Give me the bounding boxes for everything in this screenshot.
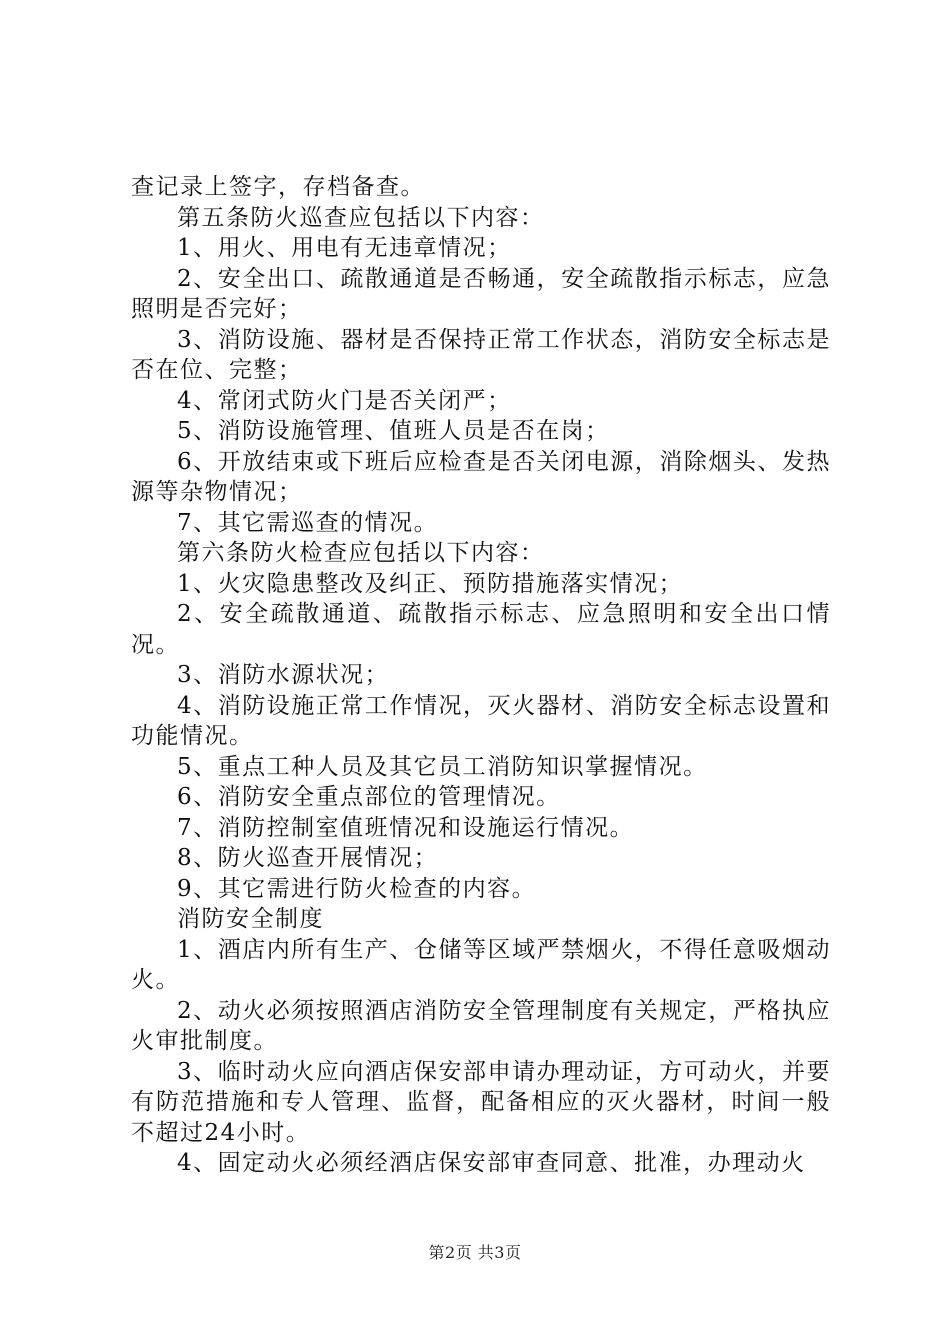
list-item: 4、固定动火必须经酒店保安部审查同意、批准，办理动火 bbox=[177, 1150, 806, 1176]
page-footer bbox=[0, 1243, 950, 1263]
list-item: 3、临时动火应向酒店保安部申请办理动证，方可动火，并要有防范措施和专人管理、监督，配备相应的灭火器材，时间一般不超过24小时。 bbox=[131, 1058, 831, 1146]
list-item: 1、火灾隐患整改及纠正、预防措施落实情况； bbox=[177, 570, 684, 597]
list-item: 1、用火、用电有无违章情况； bbox=[177, 235, 512, 261]
list-item: 2、动火必须按照酒店消防安全管理制度有关规定，严格执应火审批制度。 bbox=[131, 997, 831, 1054]
list-item: 1、酒店内所有生产、仓储等区域严禁烟火，不得任意吸烟动火。 bbox=[131, 936, 831, 993]
list-item: 8、防火巡查开展情况； bbox=[177, 845, 439, 871]
section-heading: 第六条防火检查应包括以下内容： bbox=[177, 540, 545, 566]
list-item: 2、安全疏散通道、疏散指示标志、应急照明和安全出口情况。 bbox=[131, 601, 831, 658]
page-number: 第2页 共3页 bbox=[428, 1243, 522, 1262]
list-item: 3、消防设施、器材是否保持正常工作状态，消防安全标志是否在位、完整； bbox=[131, 326, 831, 383]
list-item: 3、消防水源状况； bbox=[177, 662, 390, 688]
section-heading: 第五条防火巡查应包括以下内容： bbox=[177, 204, 545, 231]
section-heading: 消防安全制度 bbox=[177, 906, 324, 932]
list-item: 5、消防设施管理、值班人员是否在岗； bbox=[177, 418, 610, 444]
document-body bbox=[131, 172, 831, 1179]
list-item: 5、重点工种人员及其它员工消防知识掌握情况。 bbox=[177, 753, 708, 780]
list-item: 6、开放结束或下班后应检查是否关闭电源，消除烟头、发热源等杂物情况； bbox=[131, 448, 831, 505]
list-item: 7、消防控制室值班情况和设施运行情况。 bbox=[177, 814, 635, 841]
paragraph: 查记录上签字，存档备查。 bbox=[131, 174, 425, 200]
list-item: 4、消防设施正常工作情况，灭火器材、消防安全标志设置和功能情况。 bbox=[131, 692, 831, 749]
list-item: 4、常闭式防火门是否关闭严； bbox=[177, 387, 512, 414]
list-item: 9、其它需进行防火检查的内容。 bbox=[177, 875, 537, 902]
list-item: 2、安全出口、疏散通道是否畅通，安全疏散指示标志，应急照明是否完好； bbox=[131, 265, 831, 322]
list-item: 6、消防安全重点部位的管理情况。 bbox=[177, 784, 561, 810]
list-item: 7、其它需巡查的情况。 bbox=[177, 509, 439, 536]
